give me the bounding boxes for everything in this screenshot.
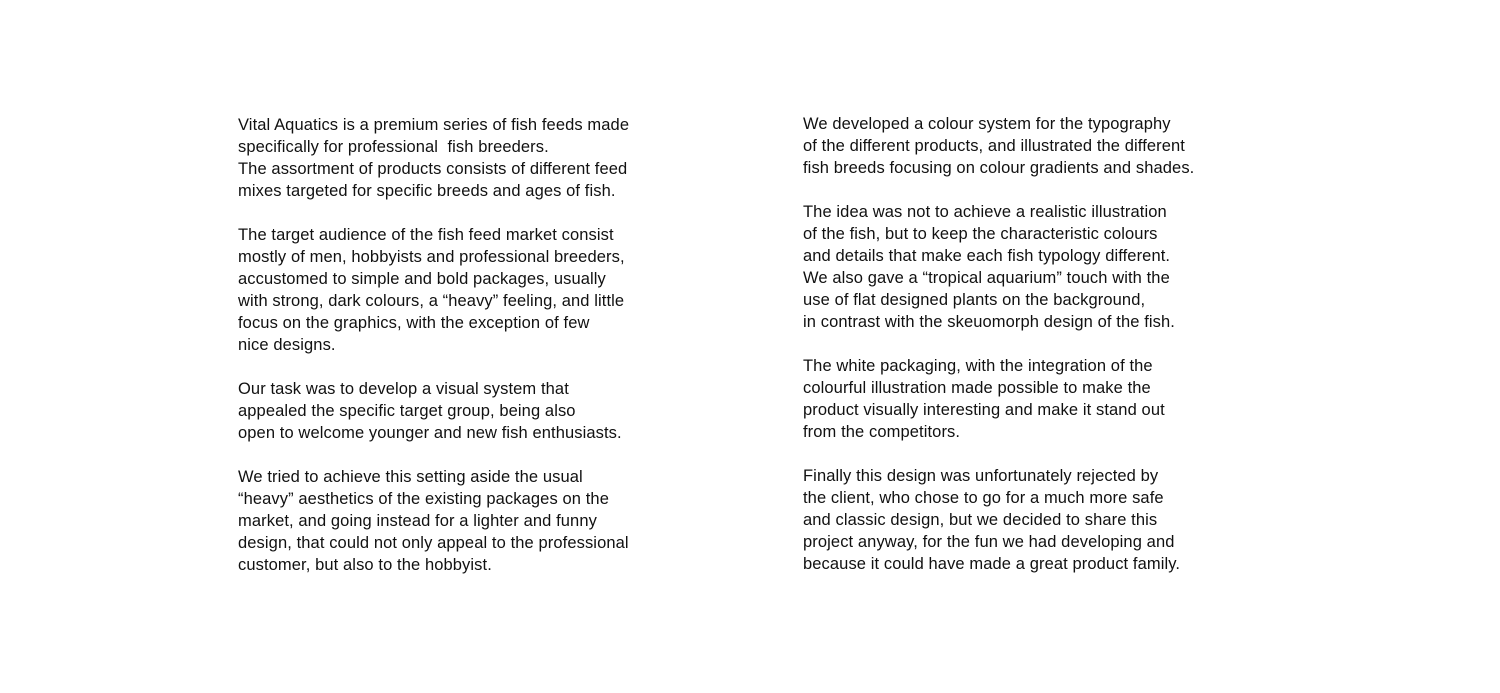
left-text-column [238,114,698,576]
text-line: accustomed to simple and bold packages, usually [238,270,606,288]
intro-paragraph [238,114,698,202]
text-line: because it could have made a great product family. [803,555,1181,573]
text-line: with strong, dark colours, a “heavy” feeling, and little [238,292,625,310]
text-line: of the fish, but to keep the characteristic colours [803,225,1158,243]
text-line: product visually interesting and make it stand out [803,401,1165,419]
text-line: specifically for professional fish breeders. [238,138,549,156]
right-text-column [803,113,1263,575]
text-line: We developed a colour system for the typography [803,115,1171,133]
text-line: The idea was not to achieve a realistic illustration [803,203,1167,221]
approach-paragraph [238,466,698,576]
text-line: We also gave a “tropical aquarium” touch with the [803,269,1170,287]
text-line: Our task was to develop a visual system that [238,380,569,398]
illustration-idea-paragraph [803,201,1263,333]
conclusion-paragraph [803,465,1263,575]
text-line: mixes targeted for specific breeds and ages of fish. [238,182,616,200]
text-line: “heavy” aesthetics of the existing packages on the [238,490,609,508]
text-line: and classic design, but we decided to share this [803,511,1158,529]
text-line: open to welcome younger and new fish enthusiasts. [238,424,622,442]
text-line: Vital Aquatics is a premium series of fish feeds made [238,116,630,134]
text-line: of the different products, and illustrated the different [803,137,1185,155]
text-line: from the competitors. [803,423,961,441]
text-line: The white packaging, with the integration of the [803,357,1153,375]
text-line: mostly of men, hobbyists and professional breeders, [238,248,625,266]
text-line: project anyway, for the fun we had developing and [803,533,1175,551]
packaging-paragraph [803,355,1263,443]
text-line: use of flat designed plants on the background, [803,291,1146,309]
text-line: in contrast with the skeuomorph design of the fish. [803,313,1175,331]
text-line: the client, who chose to go for a much more safe [803,489,1164,507]
text-line: design, that could not only appeal to the professional [238,534,629,552]
text-line: colourful illustration made possible to make the [803,379,1151,397]
text-line: nice designs. [238,336,336,354]
text-line: Finally this design was unfortunately rejected by [803,467,1159,485]
text-line: market, and going instead for a lighter and funny [238,512,597,530]
text-line: fish breeds focusing on colour gradients and shades. [803,159,1195,177]
target-audience-paragraph [238,224,698,356]
text-line: customer, but also to the hobbyist. [238,556,492,574]
text-line: The assortment of products consists of different feed [238,160,628,178]
text-line: The target audience of the fish feed market consist [238,226,614,244]
task-paragraph [238,378,698,444]
text-line: appealed the specific target group, being also [238,402,576,420]
text-line: We tried to achieve this setting aside the usual [238,468,583,486]
text-line: and details that make each fish typology different. [803,247,1171,265]
text-line: focus on the graphics, with the exception of few [238,314,590,332]
colour-system-paragraph [803,113,1263,179]
